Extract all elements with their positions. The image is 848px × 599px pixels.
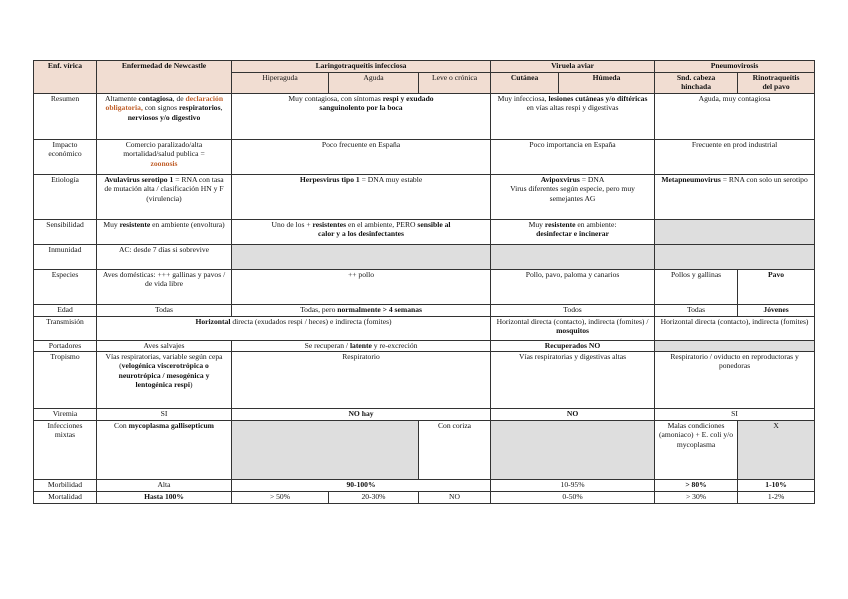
row-edad bbox=[34, 305, 815, 317]
cell-viruela: Todos bbox=[491, 305, 655, 317]
cell-neumo-empty bbox=[655, 245, 815, 270]
cell-laringo: Uno de los + resistentes en el ambiente, PERO sensible al calor y a los desinfectantes bbox=[232, 220, 491, 245]
cell-neumo: Frecuente en prod industrial bbox=[655, 140, 815, 175]
cell-viruela: Avipoxvirus = DNA Virus diferentes según especie, pero muy semejantes AG bbox=[491, 175, 655, 220]
cell-neumo-cabeza: Todas bbox=[655, 305, 738, 317]
cell-viruela: Muy infecciosa, lesiones cutáneas y/o diftéricas en vías altas respi y digestivas bbox=[491, 94, 655, 140]
subheader-cabeza bbox=[655, 73, 738, 94]
row-label: Inmunidad bbox=[34, 245, 97, 270]
cell-newcastle: Hasta 100% bbox=[97, 492, 232, 504]
cell-laringo-empty bbox=[232, 245, 491, 270]
cell-neumo-rino: X bbox=[738, 421, 815, 480]
cell-newcastle: Avulavirus serotipo 1 = RNA con tasa de mutación alta / clasificación HN y F (virulencia) bbox=[97, 175, 232, 220]
row-inmunidad bbox=[34, 245, 815, 270]
cell-laringo-aguda: 20-30% bbox=[329, 492, 419, 504]
cell-newcastle: AC: desde 7 días si sobrevive bbox=[97, 245, 232, 270]
cell-neumo-cabeza: Pollos y gallinas bbox=[655, 270, 738, 305]
row-portadores bbox=[34, 341, 815, 352]
cell-laringo: Herpesvirus tipo 1 = DNA muy estable bbox=[232, 175, 491, 220]
cell-neumo-rino: Pavo bbox=[738, 270, 815, 305]
row-transmision bbox=[34, 317, 815, 341]
cell-viruela-empty bbox=[491, 245, 655, 270]
cell-newcastle: Con mycoplasma gallisepticum bbox=[97, 421, 232, 480]
row-label: Tropismo bbox=[34, 352, 97, 409]
cell-laringo-leve: NO bbox=[419, 492, 491, 504]
subheader-hiperaguda: Hiperaguda bbox=[232, 73, 329, 94]
cell-neumo: Metapneumovirus = RNA con solo un serotipo bbox=[655, 175, 815, 220]
row-sensibilidad bbox=[34, 220, 815, 245]
cell-neumo-empty bbox=[655, 341, 815, 352]
row-label: Impacto económico bbox=[34, 140, 97, 175]
subheader-cabeza-line2: hinchada bbox=[681, 82, 712, 92]
row-label: Infecciones mixtas bbox=[34, 421, 97, 480]
cell-newcastle: SI bbox=[97, 409, 232, 421]
cell-viruela: Poco importancia en España bbox=[491, 140, 655, 175]
cell-neumo: Respiratorio / oviducto en reproductoras y ponedoras bbox=[655, 352, 815, 409]
cell-neumo-rino: 1-10% bbox=[738, 480, 815, 492]
subheader-humeda: Húmeda bbox=[559, 73, 655, 94]
cell-newcastle: Altamente contagiosa, de declaración obligatoria, con signos respiratorios, nerviosos y/o digestivo bbox=[97, 94, 232, 140]
row-resumen bbox=[34, 94, 815, 140]
cell-viruela: 0-50% bbox=[491, 492, 655, 504]
cell-neumo-rino: Jóvenes bbox=[738, 305, 815, 317]
subheader-cutanea: Cutánea bbox=[491, 73, 559, 94]
row-especies bbox=[34, 270, 815, 305]
cell-laringo-leve: Con coriza bbox=[419, 421, 491, 480]
cell-newcastle: Muy resistente en ambiente (envoltura) bbox=[97, 220, 232, 245]
cell-neumo: Horizontal directa (contacto), indirecta (fomites) bbox=[655, 317, 815, 341]
row-label: Viremia bbox=[34, 409, 97, 421]
cell-laringo: Poco frecuente en España bbox=[232, 140, 491, 175]
subheader-rino-line1: Rinotraqueítis bbox=[752, 73, 800, 82]
cell-neumo-empty bbox=[655, 220, 815, 245]
subheader-rino-line2: del pavo bbox=[762, 82, 790, 92]
cell-viruela: Pollo, pavo, paloma y canarios bbox=[491, 270, 655, 305]
header-viruela: Viruela aviar bbox=[491, 61, 655, 73]
cell-neumo-cabeza: Malas condiciones (amoniaco) + E. coli y/o mycoplasma bbox=[655, 421, 738, 480]
row-label: Etiología bbox=[34, 175, 97, 220]
row-mortalidad bbox=[34, 492, 815, 504]
subheader-leve: Leve o crónica bbox=[419, 73, 491, 94]
cell-laringo-empty bbox=[232, 421, 419, 480]
row-label: Resumen bbox=[34, 94, 97, 140]
header-laringo: Laringotraqueítis infecciosa bbox=[232, 61, 491, 73]
cell-viruela: Recuperados NO bbox=[491, 341, 655, 352]
cell-newcastle-laringo: Horizontal directa (exudados respi / heces) e indirecta (fomites) bbox=[97, 317, 491, 341]
cell-viruela-empty bbox=[491, 421, 655, 480]
row-label: Portadores bbox=[34, 341, 97, 352]
cell-laringo: Respiratorio bbox=[232, 352, 491, 409]
cell-viruela: NO bbox=[491, 409, 655, 421]
cell-neumo-cabeza: > 30% bbox=[655, 492, 738, 504]
cell-laringo: ++ pollo bbox=[232, 270, 491, 305]
cell-newcastle: Todas bbox=[97, 305, 232, 317]
cell-laringo: Muy contagiosa, con síntomas respi y exudado sanguinolento por la boca bbox=[232, 94, 491, 140]
subheader-cabeza-line1: Snd. cabeza bbox=[676, 73, 716, 82]
disease-comparison-table bbox=[33, 60, 815, 504]
subheader-rino bbox=[738, 73, 815, 94]
row-morbilidad bbox=[34, 480, 815, 492]
cell-laringo: Se recuperan / latente y re-excreción bbox=[232, 341, 491, 352]
cell-laringo: 90-100% bbox=[232, 480, 491, 492]
cell-viruela: 10-95% bbox=[491, 480, 655, 492]
row-viremia bbox=[34, 409, 815, 421]
cell-neumo-cabeza: > 80% bbox=[655, 480, 738, 492]
cell-neumo: Aguda, muy contagiosa bbox=[655, 94, 815, 140]
row-label: Sensibilidad bbox=[34, 220, 97, 245]
row-tropismo bbox=[34, 352, 815, 409]
row-label: Edad bbox=[34, 305, 97, 317]
row-label: Morbilidad bbox=[34, 480, 97, 492]
cell-viruela: Vías respiratorias y digestivas altas bbox=[491, 352, 655, 409]
header-enf: Enf. vírica bbox=[34, 61, 97, 94]
header-row bbox=[34, 61, 815, 73]
header-newcastle: Enfermedad de Newcastle bbox=[97, 61, 232, 94]
cell-newcastle: Comercio paralizado/alta mortalidad/salud publica = zoonosis bbox=[97, 140, 232, 175]
cell-neumo-rino: 1-2% bbox=[738, 492, 815, 504]
row-infecciones bbox=[34, 421, 815, 480]
cell-newcastle: Aves domésticas: +++ gallinas y pavos / de vida libre bbox=[97, 270, 232, 305]
cell-laringo: Todas, pero normalmente > 4 semanas bbox=[232, 305, 491, 317]
cell-laringo: NO hay bbox=[232, 409, 491, 421]
subheader-aguda: Aguda bbox=[329, 73, 419, 94]
row-label: Mortalidad bbox=[34, 492, 97, 504]
row-etiologia bbox=[34, 175, 815, 220]
row-label: Transmisión bbox=[34, 317, 97, 341]
row-label: Especies bbox=[34, 270, 97, 305]
cell-laringo-hiperaguda: > 50% bbox=[232, 492, 329, 504]
cell-newcastle: Vías respiratorias, variable según cepa (velogénica viscerotrópica o neurotrópica / mesogénica y lentogénica respi) bbox=[97, 352, 232, 409]
row-impacto bbox=[34, 140, 815, 175]
cell-newcastle: Alta bbox=[97, 480, 232, 492]
cell-viruela: Horizontal directa (contacto), indirecta (fomites) / mosquitos bbox=[491, 317, 655, 341]
header-neumo: Pneumovirosis bbox=[655, 61, 815, 73]
cell-newcastle: Aves salvajes bbox=[97, 341, 232, 352]
cell-neumo: SI bbox=[655, 409, 815, 421]
cell-viruela: Muy resistente en ambiente: desinfectar e incinerar bbox=[491, 220, 655, 245]
